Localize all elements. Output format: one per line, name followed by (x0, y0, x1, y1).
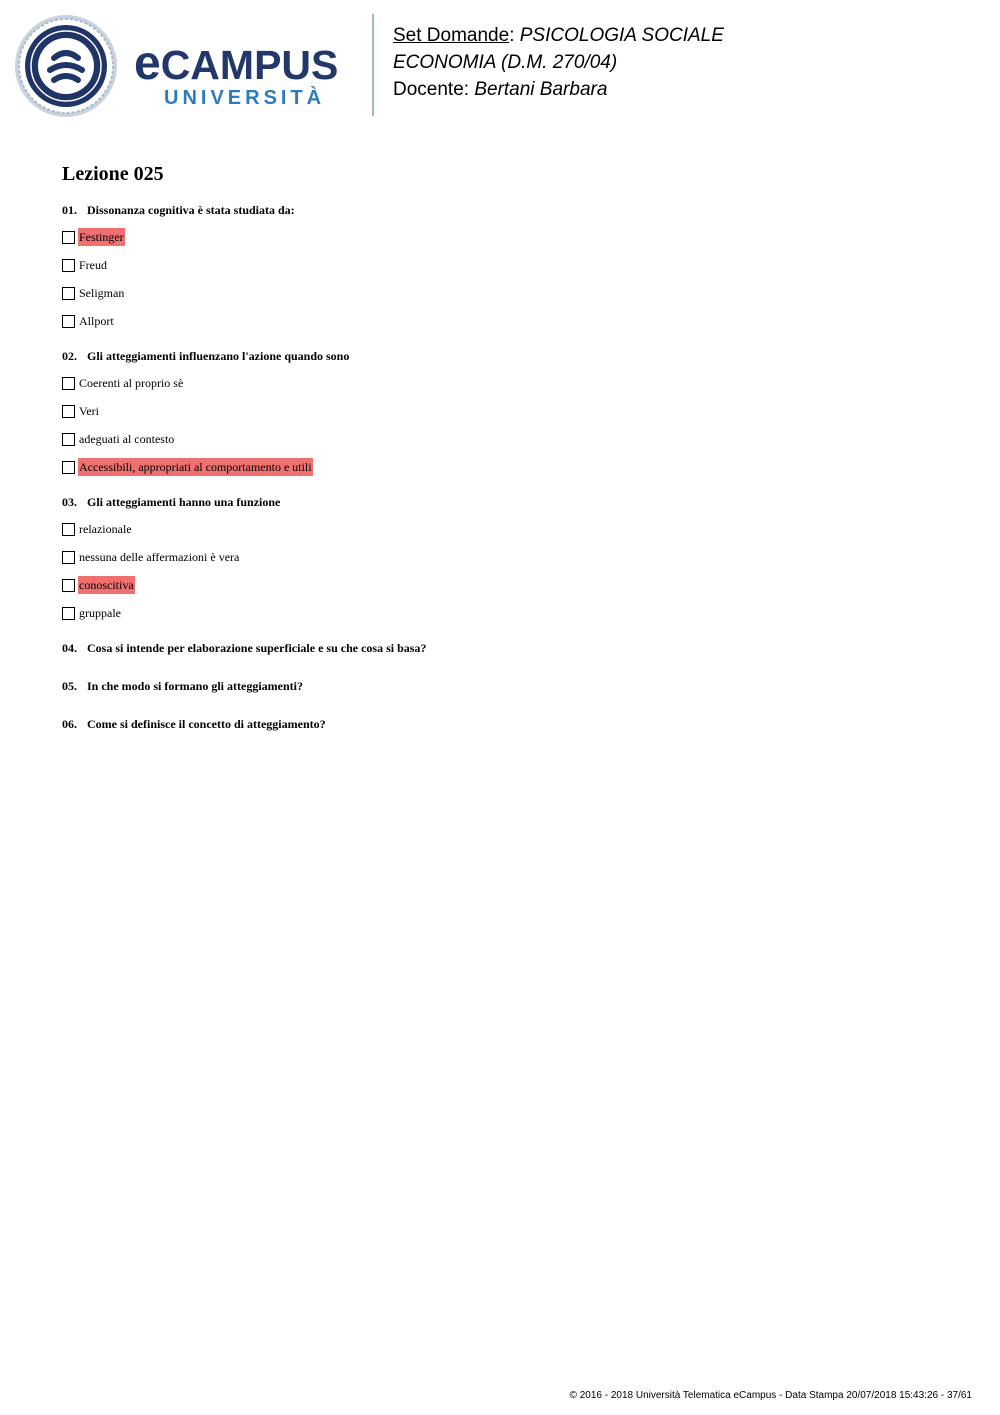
answer-option[interactable] (62, 548, 942, 566)
set-value-line2: ECONOMIA (D.M. 270/04) (393, 52, 618, 73)
answer-option[interactable] (62, 312, 942, 330)
university-seal-icon (14, 14, 118, 118)
checkbox[interactable] (62, 461, 75, 474)
checkbox[interactable] (62, 607, 75, 620)
question-05 (62, 678, 942, 694)
option-label: nessuna delle affermazioni è vera (79, 550, 240, 564)
checkbox[interactable] (62, 259, 75, 272)
answer-option[interactable] (62, 520, 942, 538)
set-label: Set Domande (393, 25, 510, 46)
answer-option[interactable] (62, 228, 942, 246)
option-label: Allport (79, 314, 114, 328)
question-03 (62, 494, 942, 622)
checkbox[interactable] (62, 231, 75, 244)
docente-label: Docente: (393, 79, 470, 100)
checkbox[interactable] (62, 433, 75, 446)
lesson-title: Lezione 025 (62, 163, 164, 185)
set-value-line1: PSICOLOGIA SOCIALE (519, 25, 724, 46)
checkbox[interactable] (62, 315, 75, 328)
docente-line (393, 76, 724, 103)
checkbox[interactable] (62, 579, 75, 592)
questions-content (62, 160, 942, 754)
option-label: Festinger (79, 230, 124, 244)
question-text: 04. Cosa si intende per elaborazione superficiale e su che cosa si basa? (62, 641, 427, 655)
answer-option[interactable] (62, 576, 942, 594)
answer-option[interactable] (62, 284, 942, 302)
answer-option[interactable] (62, 402, 942, 420)
docente-value: Bertani Barbara (474, 79, 608, 100)
page-footer: © 2016 - 2018 Università Telematica eCampus - Data Stampa 20/07/2018 15:43:26 - 37/61 (569, 1390, 972, 1401)
logo-subtitle: UNIVERSITÀ (164, 87, 326, 109)
question-04 (62, 640, 942, 656)
answer-option[interactable] (62, 256, 942, 274)
checkbox[interactable] (62, 405, 75, 418)
question-02 (62, 348, 942, 476)
question-text: 01. Dissonanza cognitiva è stata studiata da: (62, 203, 295, 217)
answer-option[interactable] (62, 374, 942, 392)
answer-option[interactable] (62, 458, 942, 476)
question-01 (62, 202, 942, 330)
option-label: Seligman (79, 286, 125, 300)
answer-option[interactable] (62, 604, 942, 622)
question-text: 02. Gli atteggiamenti influenzano l'azione quando sono (62, 349, 350, 363)
option-label: Coerenti al proprio sè (79, 376, 184, 390)
option-label: gruppale (79, 606, 121, 620)
logo-wordmark: eCAMPUS (134, 37, 339, 90)
option-label: Accessibili, appropriati al comportamento e utili (79, 460, 312, 474)
question-text: 05. In che modo si formano gli atteggiamenti? (62, 679, 303, 693)
question-text: 03. Gli atteggiamenti hanno una funzione (62, 495, 281, 509)
set-line-1: Set Domande: PSICOLOGIA SOCIALE (393, 25, 724, 46)
option-label: Freud (79, 258, 107, 272)
option-label: conoscitiva (79, 578, 134, 592)
option-label: Veri (79, 404, 99, 418)
header-info (393, 22, 724, 103)
option-label: adeguati al contesto (79, 432, 175, 446)
question-text: 06. Come si definisce il concetto di atteggiamento? (62, 717, 326, 731)
checkbox[interactable] (62, 523, 75, 536)
answer-option[interactable] (62, 430, 942, 448)
question-06 (62, 716, 942, 732)
checkbox[interactable] (62, 287, 75, 300)
header-divider (372, 14, 374, 116)
checkbox[interactable] (62, 551, 75, 564)
ecampus-logo (14, 14, 359, 118)
checkbox[interactable] (62, 377, 75, 390)
option-label: relazionale (79, 522, 132, 536)
